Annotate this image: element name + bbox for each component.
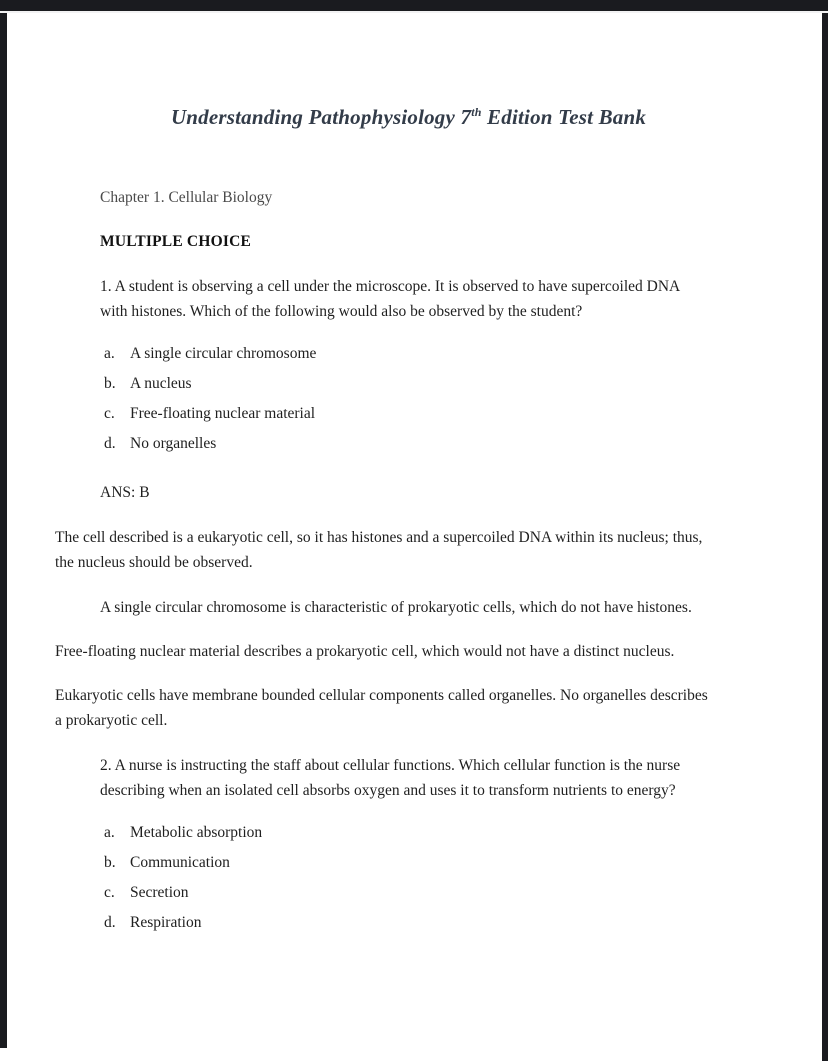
page-title-pre: Understanding Pathophysiology 7 [170,105,472,129]
rationale-paragraph: The cell described is a eukaryotic cell, so it has histones and a supercoiled DNA within its nucleus; thus, the nucleus should be observed. [55,529,703,571]
window-right-edge [822,13,828,1061]
option-row [104,371,762,396]
option-row [104,910,762,935]
option-text: Respiration [130,914,202,931]
option-letter: a. [104,345,115,362]
question-1-options [104,341,762,456]
option-letter: b. [104,375,116,392]
document-content [7,104,822,935]
question-1-text: 1. A student is observing a cell under the microscope. It is observed to have supercoiled DNA with histones. Which of the following would also be observed by the student? [100,278,680,320]
option-letter: a. [104,824,115,841]
option-text: Secretion [130,884,189,901]
option-row [104,401,762,426]
rationale-paragraph: Eukaryotic cells have membrane bounded cellular components called organelles. No organelles describes a prokaryotic cell. [55,687,708,729]
option-row [104,341,762,366]
option-row [104,850,762,875]
option-row [104,431,762,456]
option-row [104,820,762,845]
document-page [7,15,822,1061]
window-left-edge [0,13,7,1048]
option-letter: c. [104,884,115,901]
option-letter: d. [104,435,116,452]
page-title [55,104,762,130]
option-letter: c. [104,405,115,422]
question-2-options [104,820,762,935]
chapter-heading: Chapter 1. Cellular Biology [100,189,273,206]
window-top-edge [0,0,828,13]
option-text: Free-floating nuclear material [130,405,316,422]
answer-line: ANS: B [100,484,150,501]
option-text: A nucleus [130,375,192,392]
option-letter: d. [104,914,116,931]
page-title-post: Edition Test Bank [481,105,647,129]
section-heading: MULTIPLE CHOICE [100,233,251,250]
option-letter: b. [104,854,116,871]
option-text: Communication [130,854,230,871]
option-text: A single circular chromosome [130,345,317,362]
option-row [104,880,762,905]
page-title-superscript: th [471,105,482,119]
option-text: No organelles [130,435,217,452]
rationale-paragraph: Free-floating nuclear material describes a prokaryotic cell, which would not have a distinct nucleus. [55,643,675,660]
rationale-paragraph: A single circular chromosome is characteristic of prokaryotic cells, which do not have histones. [100,599,692,616]
question-2-text: 2. A nurse is instructing the staff about cellular functions. Which cellular function is the nurse describing when an isolated cell absorbs oxygen and uses it to transform nutrients to energy? [100,757,681,799]
option-text: Metabolic absorption [130,824,263,841]
